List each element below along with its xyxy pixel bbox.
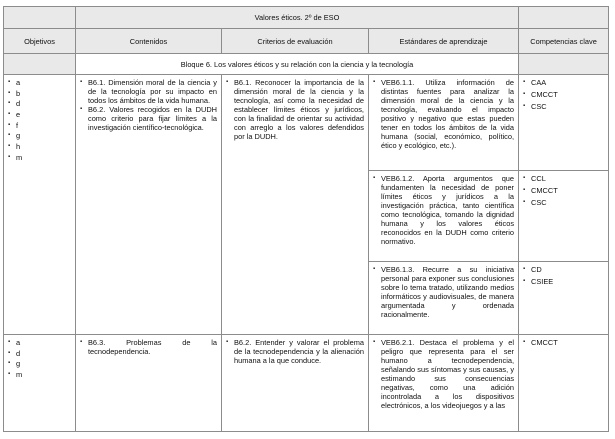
list-item: ▪ CSC <box>523 198 604 207</box>
list-item: ▪ CAA <box>523 78 604 87</box>
table-row <box>4 335 609 432</box>
criterios-cell <box>222 75 369 335</box>
list-item: ▪ B6.1. Dimensión moral de la ciencia y de la tecnología por su impacto en todos los ámbitos de la vida humana. <box>80 78 217 105</box>
list-item: ▪ B6.2. Valores recogidos en la DUDH como criterio para fijar límites a la investigación científico-tecnológica. <box>80 105 217 132</box>
list-item: ▪ CMCCT <box>523 90 604 99</box>
list-item: ▪ d <box>8 349 71 358</box>
header-objetivos: Objetivos <box>4 29 76 54</box>
list-item: ▪ CD <box>523 265 604 274</box>
estandar-cell <box>369 335 519 432</box>
list-item: ▪ a <box>8 338 71 347</box>
block-title: Bloque 6. Los valores éticos y su relación con la ciencia y la tecnología <box>76 54 519 75</box>
list-item: ▪ CMCCT <box>523 338 604 347</box>
list-item: ▪ h <box>8 142 71 151</box>
list-item: ▪ g <box>8 131 71 140</box>
criterios-cell <box>222 335 369 432</box>
table-title: Valores éticos. 2º de ESO <box>76 7 519 29</box>
list-item: ▪ d <box>8 99 71 108</box>
list-item: ▪ CSIEE <box>523 277 604 286</box>
list-item: ▪ b <box>8 89 71 98</box>
contenidos-cell <box>76 75 222 335</box>
header-criterios: Criterios de evaluación <box>222 29 369 54</box>
list-item: ▪ VEB6.1.2. Aporta argumentos que fundamenten la necesidad de poner límites éticos y jurídicos a la investigación práctica, tanto científica como tecnológica, tomando la dignidad humana y los valores éticos reconocidos en la DUDH como criterio normativo. <box>373 174 514 246</box>
objetivos-cell <box>4 75 76 335</box>
list-item: ▪ f <box>8 121 71 130</box>
list-item: ▪ VEB6.1.3. Recurre a su iniciativa personal para exponer sus conclusiones sobre lo tema tratado, utilizando medios informáticos y audiovisuales, de manera argumentada y ordenada racionalmente. <box>373 265 514 319</box>
header-competencias: Competencias clave <box>519 29 609 54</box>
list-item: ▪ B6.2. Entender y valorar el problema de la tecnodependencia y la alienación humana a la que conduce. <box>226 338 364 365</box>
estandar-cell <box>369 171 519 262</box>
list-item: ▪ CCL <box>523 174 604 183</box>
objetivos-cell <box>4 335 76 432</box>
list-item: ▪ B6.3. Problemas de la tecnodependencia. <box>80 338 217 356</box>
list-item: ▪ m <box>8 153 71 162</box>
curriculum-table <box>3 6 609 432</box>
block-blank-cell-right <box>519 54 609 75</box>
table-title-row <box>4 7 609 29</box>
competencias-cell <box>519 171 609 262</box>
estandar-cell <box>369 262 519 335</box>
title-blank-cell-right <box>519 7 609 29</box>
list-item: ▪ VEB6.2.1. Destaca el problema y el peligro que representa para el ser humano a tecnodependencia, señalando sus síntomas y sus causas, y estimando sus consecuencias negativas, como una adición incontrolada a los dispositivos electrónicos, a los videojuegos y a las <box>373 338 514 410</box>
list-item: ▪ B6.1. Reconocer la importancia de la dimensión moral de la ciencia y la tecnología, así como la necesidad de establecer límites éticos y jurídicos, con la finalidad de orientar su actividad con arreglo a los valores defendidos por la DUDH. <box>226 78 364 141</box>
competencias-cell <box>519 262 609 335</box>
competencias-cell <box>519 335 609 432</box>
block-row <box>4 54 609 75</box>
competencias-cell <box>519 75 609 171</box>
list-item: ▪ CSC <box>523 102 604 111</box>
list-item: ▪ e <box>8 110 71 119</box>
column-header-row <box>4 29 609 54</box>
block-blank-cell <box>4 54 76 75</box>
contenidos-cell <box>76 335 222 432</box>
title-blank-cell <box>4 7 76 29</box>
list-item: ▪ CMCCT <box>523 186 604 195</box>
list-item: ▪ m <box>8 370 71 379</box>
estandar-cell <box>369 75 519 171</box>
list-item: ▪ a <box>8 78 71 87</box>
header-contenidos: Contenidos <box>76 29 222 54</box>
header-estandares: Estándares de aprendizaje <box>369 29 519 54</box>
list-item: ▪ VEB6.1.1. Utiliza información de distintas fuentes para analizar la dimensión moral de la ciencia y la tecnología, evaluando el impacto positivo y negativo que estas pueden tener en todos los ámbitos de la vida humana (social, económico, político, ético y ecológico, etc.). <box>373 78 514 150</box>
list-item: ▪ g <box>8 359 71 368</box>
table-row <box>4 75 609 171</box>
